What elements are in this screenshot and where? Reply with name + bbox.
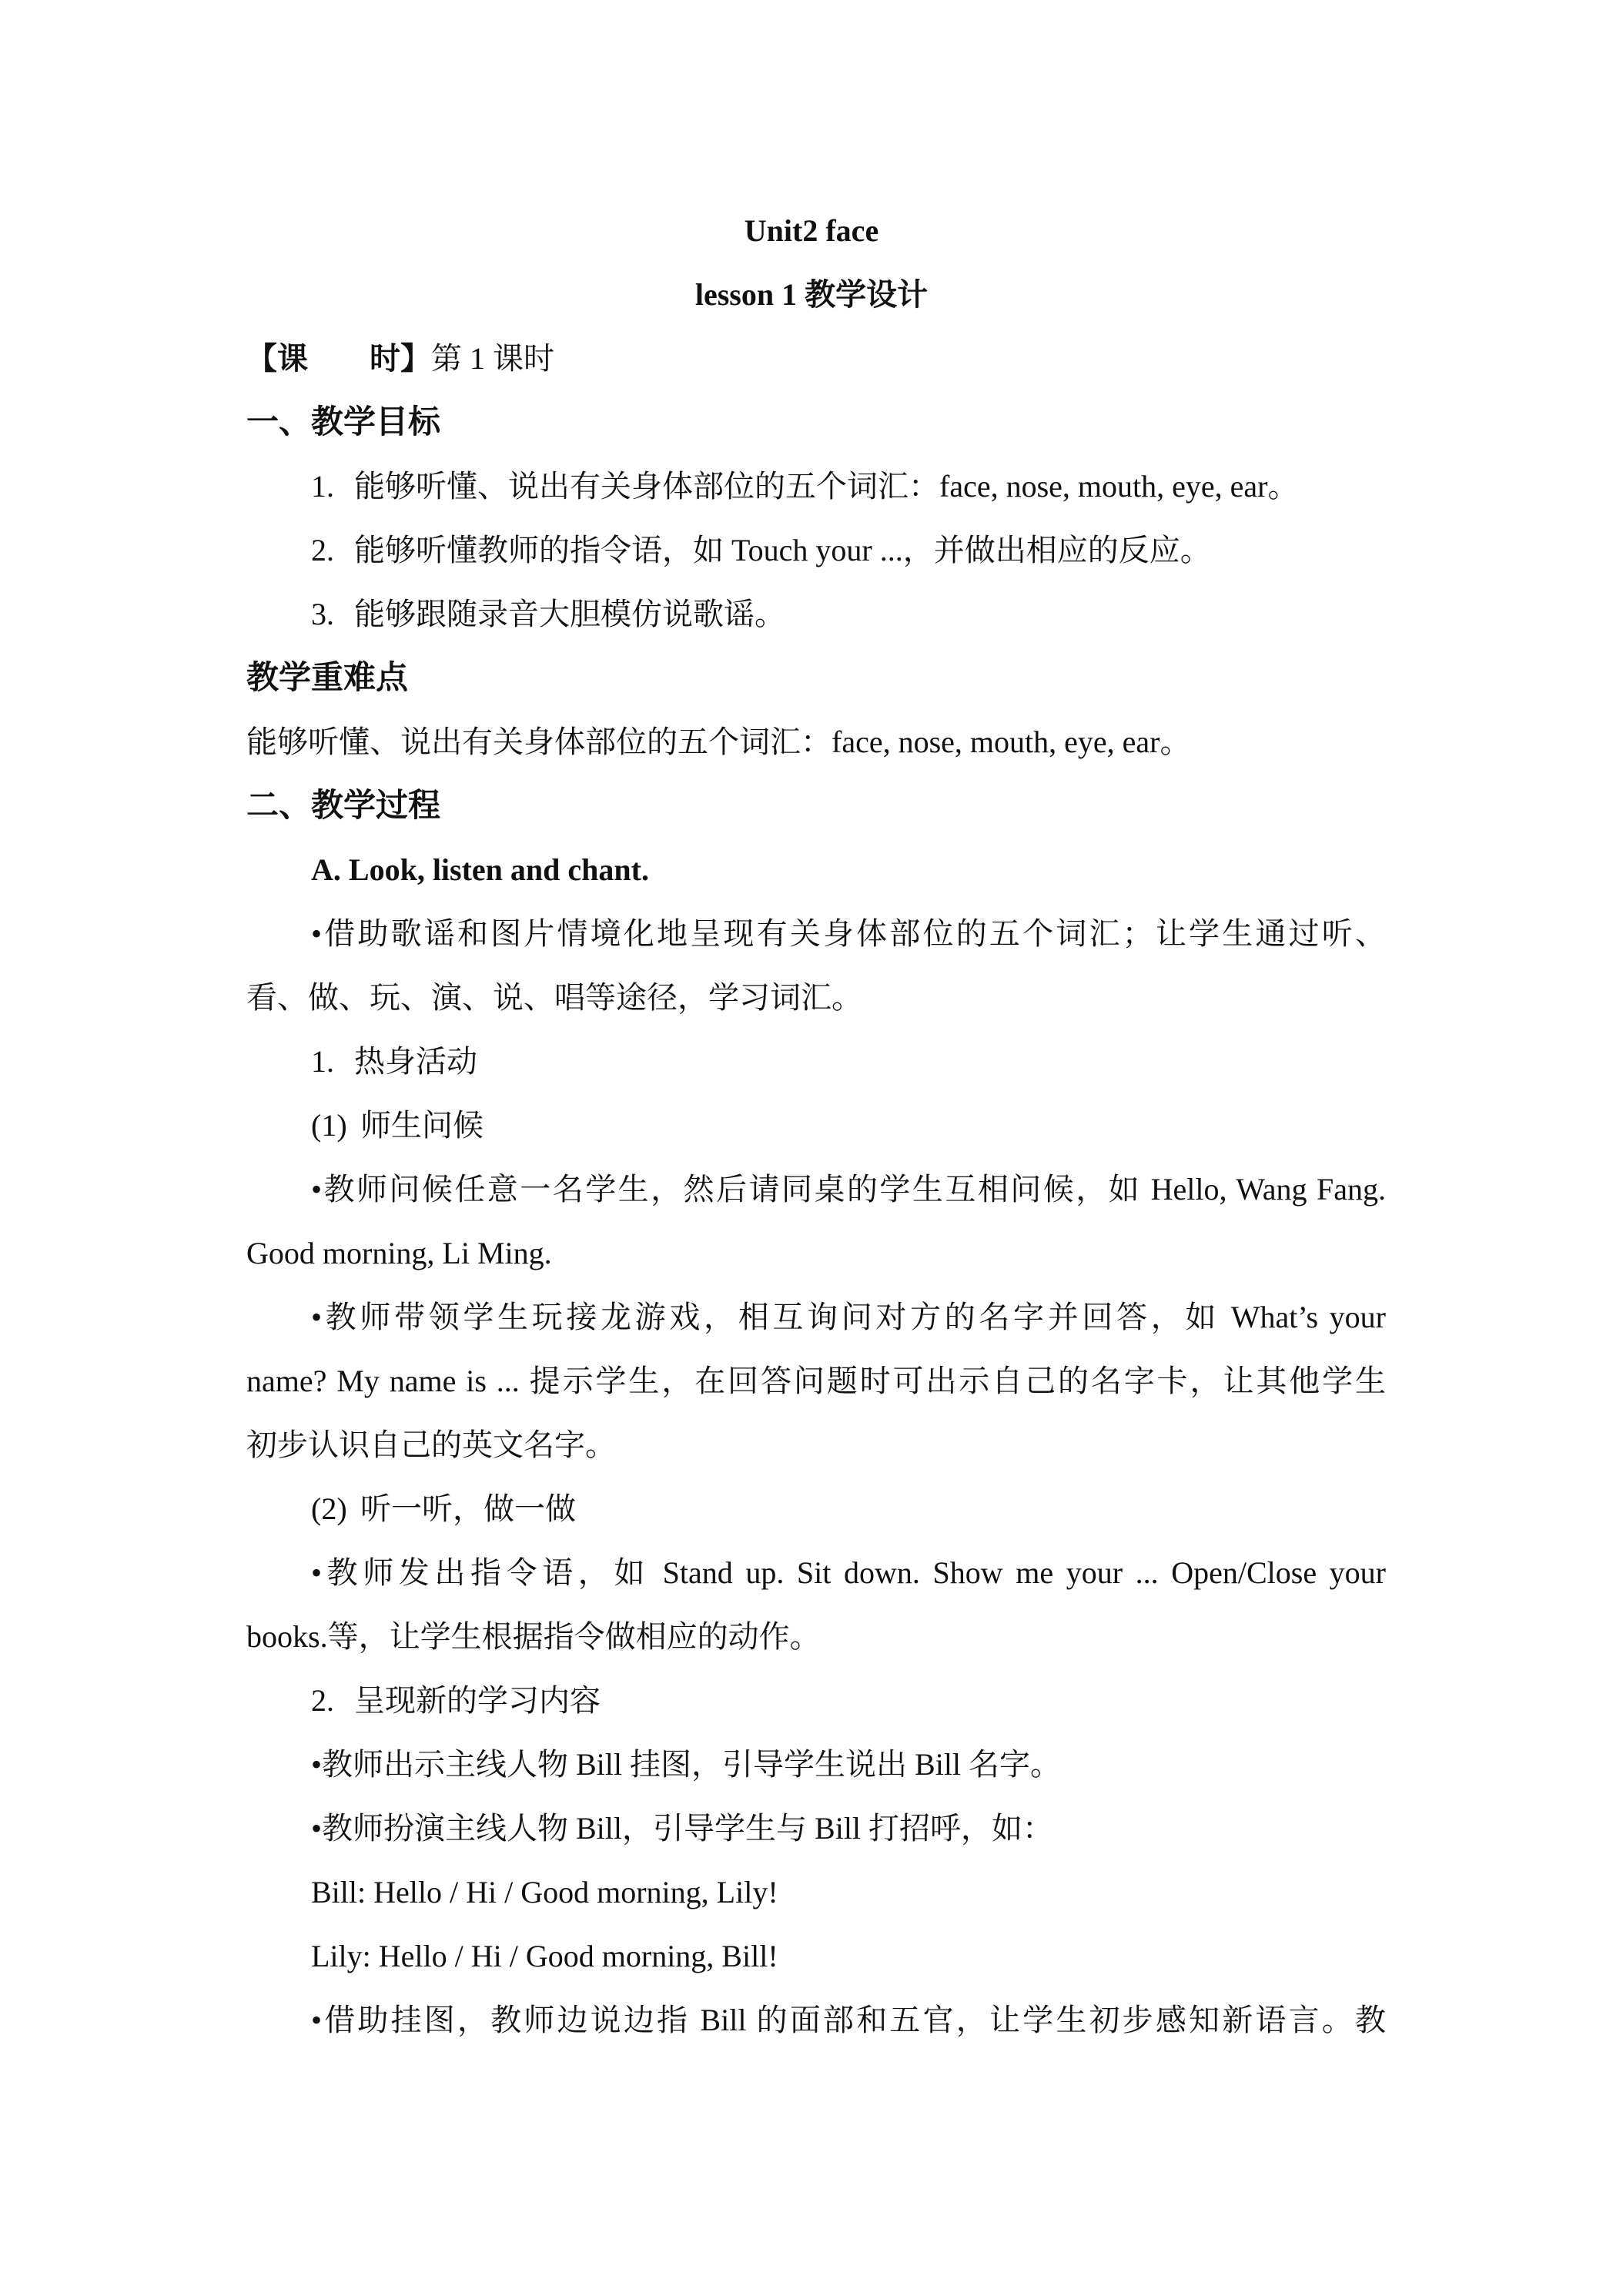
period-value: 第 1 课时 — [431, 341, 554, 376]
item-text: 能够跟随录音大胆模仿说歌谣。 — [354, 597, 785, 631]
dialog-line: Bill: Hello / Hi / Good morning, Lily! — [311, 1875, 778, 1909]
paragraph-line: 看、做、玩、演、说、唱等途径，学习词汇。 — [246, 980, 862, 1015]
substep-number: (1) — [311, 1108, 347, 1143]
document-subtitle: lesson 1 教学设计 — [694, 277, 929, 312]
paragraph-line: books.等，让学生根据指令做相应的动作。 — [246, 1619, 821, 1654]
section1-heading: 一、教学目标 — [246, 405, 441, 440]
objective-item — [311, 465, 1386, 508]
paragraph-line: •教师问候任意一名学生，然后请同桌的学生互相问候，如 Hello, Wang Fang. — [311, 1172, 1386, 1207]
substep-text: 师生问候 — [360, 1108, 484, 1143]
objective-item — [311, 529, 1386, 572]
part-a-title: A. Look, listen and chant. — [311, 852, 649, 887]
paragraph-line: 初步认识自己的英文名字。 — [246, 1427, 616, 1462]
substep-number: (2) — [311, 1491, 347, 1526]
paragraph-line: •借助歌谣和图片情境化地呈现有关身体部位的五个词汇；让学生通过听、 — [311, 916, 1386, 951]
dialog-line: Lily: Hello / Hi / Good morning, Bill! — [311, 1939, 778, 1973]
item-number: 1. — [311, 469, 334, 504]
substep-heading — [311, 1488, 1386, 1531]
item-number: 3. — [311, 597, 334, 631]
step-text: 呈现新的学习内容 — [354, 1683, 601, 1718]
paragraph-line: name? My name is ... 提示学生，在回答问题时可出示自己的名字卡，让其他学生 — [246, 1364, 1386, 1398]
item-text: 能够听懂教师的指令语，如 Touch your ...，并做出相应的反应。 — [354, 533, 1211, 567]
paragraph-line: •借助挂图，教师边说边指 Bill 的面部和五官，让学生初步感知新语言。教 — [311, 2003, 1386, 2037]
objective-item — [311, 593, 1386, 636]
period-label: 【课 时】 — [246, 341, 431, 376]
step-number: 1. — [311, 1044, 334, 1079]
period-line — [246, 337, 1386, 380]
item-number: 2. — [311, 533, 334, 567]
step-heading — [311, 1040, 1386, 1083]
paragraph-line: •教师发出指令语，如 Stand up. Sit down. Show me your ... Open/Close your — [311, 1555, 1386, 1590]
item-text: 能够听懂、说出有关身体部位的五个词汇：face, nose, mouth, eye, ear。 — [354, 469, 1299, 504]
paragraph-line: Good morning, Li Ming. — [246, 1236, 552, 1270]
substep-text: 听一听，做一做 — [360, 1491, 576, 1526]
section2-heading: 二、教学过程 — [246, 788, 441, 824]
paragraph-line: •教师扮演主线人物 Bill，引导学生与 Bill 打招呼，如： — [311, 1811, 1054, 1846]
document-title: Unit2 face — [744, 213, 879, 248]
step-heading — [311, 1679, 1386, 1722]
keypoints-text: 能够听懂、说出有关身体部位的五个词汇：face, nose, mouth, eye, ear。 — [246, 725, 1191, 759]
paragraph-line: •教师出示主线人物 Bill 挂图，引导学生说出 Bill 名字。 — [311, 1747, 1062, 1782]
step-number: 2. — [311, 1683, 334, 1718]
keypoints-heading: 教学重难点 — [246, 661, 409, 696]
paragraph-line: •教师带领学生玩接龙游戏，相互询问对方的名字并回答，如 What’s your — [311, 1300, 1386, 1334]
substep-heading — [311, 1104, 1386, 1147]
step-text: 热身活动 — [354, 1044, 477, 1079]
